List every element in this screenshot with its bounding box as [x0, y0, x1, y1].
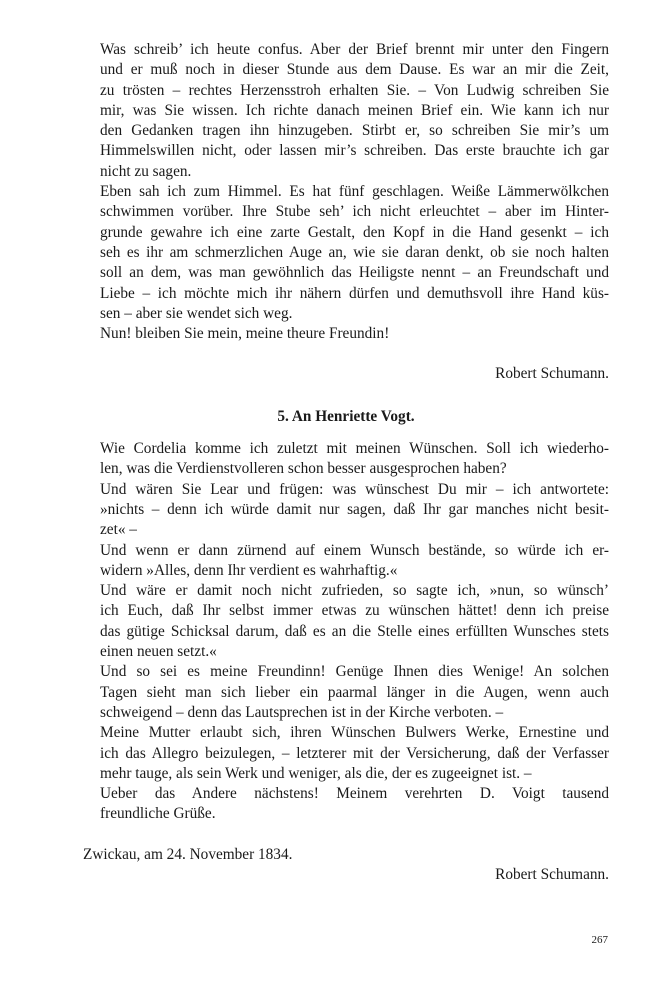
paragraph — [83, 439, 609, 480]
page-body — [83, 40, 609, 885]
letter-5-heading: 5. An Henriette Vogt. — [277, 407, 415, 425]
text-line: seh es ihr am schmerzlichen Auge an, wie sie daran denkt, ob sie noch halten — [100, 243, 609, 261]
text-line: Himmelswillen nicht, oder lassen mir’s schreiben. Das erste brauchte ich gar — [100, 142, 609, 160]
text-line: Meine Mutter erlaubt sich, ihren Wünschen Bulwers Werke, Ernestine und — [100, 724, 609, 742]
text-line: den Gedanken tragen ihn hinzugeben. Stirbt er, so schreiben Sie mir’s um — [100, 122, 609, 140]
text-line: soll an dem, was man gewöhnlich das Heiligste nennt – an Freundschaft und — [100, 264, 609, 282]
text-line: Was schreib’ ich heute confus. Aber der Brief brennt mir unter den Fingern — [100, 41, 609, 58]
text-line: Und so sei es meine Freundinn! Genüge Ihnen dies Wenige! An solchen — [100, 663, 609, 681]
text-line: freundliche Grüße. — [100, 805, 216, 823]
letter-5-body — [83, 439, 609, 825]
text-line: mir, was Sie wissen. Ich richte danach meinen Brief ein. Wie kann ich nur — [100, 101, 609, 119]
text-line: Ueber das Andere nächstens! Meinem verehrten D. Voigt tausend — [100, 785, 609, 803]
text-line: widern »Alles, denn Ihr verdient es wahrhaftig.« — [100, 561, 398, 579]
letter-4-body — [83, 40, 609, 344]
text-line: Wie Cordelia komme ich zuletzt mit meinen Wünschen. Soll ich wiederho- — [100, 440, 609, 458]
text-line: Und wäre er damit noch nicht zufrieden, so sagte ich, »nun, so wünsch’ — [100, 582, 609, 600]
text-line: Tagen sieht man sich lieber ein paarmal länger in die Augen, wenn auch — [100, 683, 609, 701]
text-line: Und wären Sie Lear und frügen: was wünschest Du mir – ich antwortete: — [100, 480, 609, 498]
text-line: zet« – — [100, 521, 137, 539]
paragraph — [83, 40, 609, 182]
paragraph — [83, 182, 609, 324]
paragraph — [83, 784, 609, 825]
text-line: Eben sah ich zum Himmel. Es hat fünf geschlagen. Weiße Lämmerwölkchen — [100, 183, 609, 201]
paragraph — [83, 662, 609, 723]
text-line: schwimmen vorüber. Ihre Stube seh’ ich nicht erleuchtet – aber im Hinter- — [100, 203, 609, 221]
paragraph — [83, 541, 609, 582]
text-line: ich das Allegro beizulegen, – letzterer mit der Versicherung, daß der Verfasser — [100, 744, 609, 762]
text-line: Liebe – ich möchte mich ihr nähern dürfen und demuthsvoll ihre Hand küs- — [100, 284, 609, 302]
paragraph — [83, 480, 609, 541]
text-line: len, was die Verdienstvolleren schon besser ausgesprochen haben? — [100, 460, 507, 478]
letter-5-signature: Robert Schumann. — [495, 865, 609, 883]
text-line: sen – aber sie wendet sich weg. — [100, 304, 293, 322]
page-number: 267 — [591, 934, 608, 946]
text-line: grunde gewahre ich eine zarte Gestalt, den Kopf in die Hand gesenkt – ich — [100, 223, 609, 241]
text-line: nicht zu sagen. — [100, 162, 192, 180]
text-line: und er muß noch in dieser Stunde aus dem Dause. Es war an mir die Zeit, — [100, 61, 609, 79]
paragraph — [83, 581, 609, 662]
text-line: mehr tauge, als sein Werk und weniger, als die, der es zugeeignet ist. – — [100, 764, 532, 782]
text-line: Nun! bleiben Sie mein, meine theure Freundin! — [100, 325, 390, 343]
paragraph — [83, 723, 609, 784]
paragraph — [83, 324, 609, 344]
text-line: Und wenn er dann zürnend auf einem Wunsch bestände, so würde ich er- — [100, 541, 609, 559]
text-line: ich Euch, daß Ihr selbst immer etwas zu wünschen hättet! denn ich preise — [100, 602, 609, 620]
text-line: einen neuen setzt.« — [100, 643, 217, 661]
text-line: »nichts – denn ich würde damit nur sagen, daß Ihr gar manches nicht besit- — [100, 500, 609, 518]
letter-5-dateline: Zwickau, am 24. November 1834. — [83, 845, 293, 863]
letter-4-signature: Robert Schumann. — [495, 365, 609, 383]
text-line: das gütige Schicksal darum, daß es an die Stelle eines erfüllten Wunsches stets — [100, 622, 609, 640]
text-line: zu trösten – rechtes Herzensstroh erhalten Sie. – Von Ludwig schreiben Sie — [100, 81, 609, 99]
text-line: schweigend – denn das Lautsprechen ist in der Kirche verboten. – — [100, 703, 504, 721]
